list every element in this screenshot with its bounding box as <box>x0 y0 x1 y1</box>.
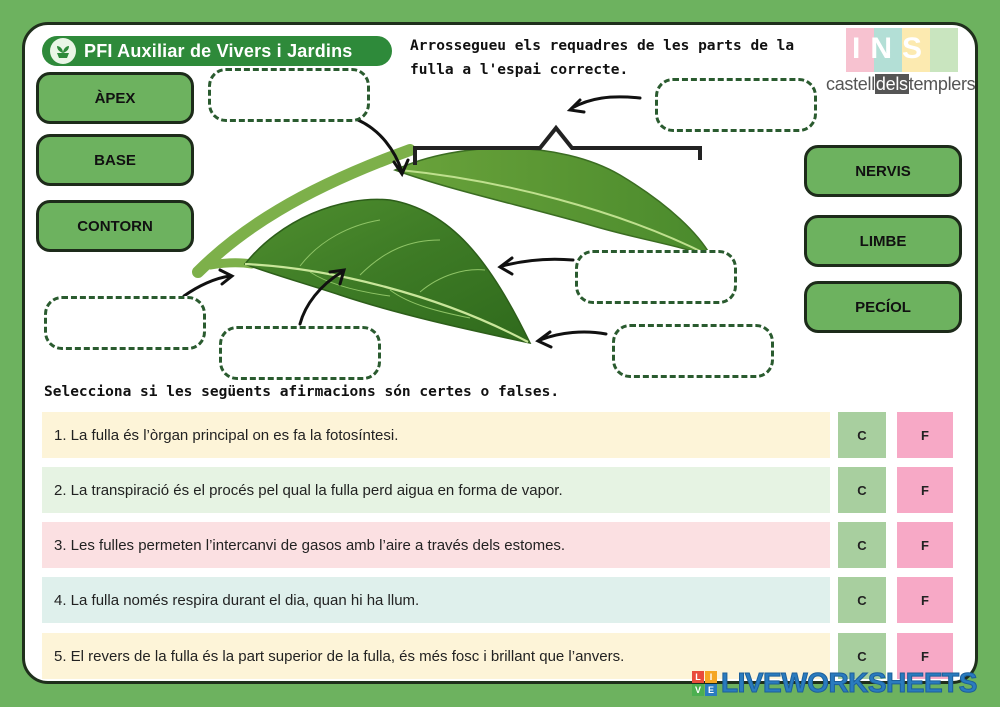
statement-row-1 <box>42 412 830 458</box>
liveworksheets-brand <box>692 666 977 700</box>
drag-label-peciol[interactable]: PECÍOL <box>804 281 962 333</box>
drag-label-limbe[interactable]: LIMBE <box>804 215 962 267</box>
drop-zone-4[interactable] <box>44 296 206 350</box>
logo-text: castelldelstemplers <box>826 74 976 94</box>
false-button-4[interactable]: F <box>897 577 953 623</box>
statement-text: 3. Les fulles permeten l’intercanvi de gasos amb l’aire a través dels estomes. <box>54 536 566 554</box>
true-button-5[interactable]: C <box>838 633 886 679</box>
arrow-top-right <box>572 97 640 108</box>
drop-zone-5[interactable] <box>219 326 381 380</box>
true-button-2[interactable]: C <box>838 467 886 513</box>
true-button-4[interactable]: C <box>838 577 886 623</box>
brand-name: LIVEWORKSHEETS <box>721 667 977 698</box>
quiz-prompt: Selecciona si les següents afirmacions són certes o falses. <box>44 384 560 400</box>
false-button-3[interactable]: F <box>897 522 953 568</box>
drop-zone-6[interactable] <box>612 324 774 378</box>
statement-row-4 <box>42 577 830 623</box>
drop-zone-3[interactable] <box>575 250 737 304</box>
logo-letters: INS <box>851 32 932 65</box>
arrow-mid-right <box>502 259 573 266</box>
brand-blocks: L I V E <box>692 671 717 696</box>
statement-text: 4. La fulla només respira durant el dia, quan hi ha llum. <box>54 591 420 609</box>
drag-label-contorn[interactable]: CONTORN <box>36 200 194 252</box>
drop-zone-1[interactable] <box>208 68 370 122</box>
true-button-1[interactable]: C <box>838 412 886 458</box>
false-button-1[interactable]: F <box>897 412 953 458</box>
statement-text: 1. La fulla és l’òrgan principal on es fa la fotosíntesi. <box>54 426 399 444</box>
drag-label-apex[interactable]: ÀPEX <box>36 72 194 124</box>
false-button-5[interactable]: F <box>897 633 953 679</box>
arrow-low-left <box>184 276 230 296</box>
statement-row-3 <box>42 522 830 568</box>
drag-label-nervis[interactable]: NERVIS <box>804 145 962 197</box>
true-button-3[interactable]: C <box>838 522 886 568</box>
drag-instructions: Arrossegueu els requadres de les parts de la fulla a l'espai correcte. <box>410 38 795 78</box>
statement-row-2 <box>42 467 830 513</box>
drag-label-base[interactable]: BASE <box>36 134 194 186</box>
course-title: PFI Auxiliar de Vivers i Jardins <box>84 40 353 61</box>
drop-zone-2[interactable] <box>655 78 817 132</box>
statement-text: 2. La transpiració és el procés pel qual la fulla perd aigua en forma de vapor. <box>54 481 563 499</box>
false-button-2[interactable]: F <box>897 467 953 513</box>
statement-text: 5. El revers de la fulla és la part superior de la fulla, és més fosc i brillant que l’anvers. <box>54 647 625 665</box>
